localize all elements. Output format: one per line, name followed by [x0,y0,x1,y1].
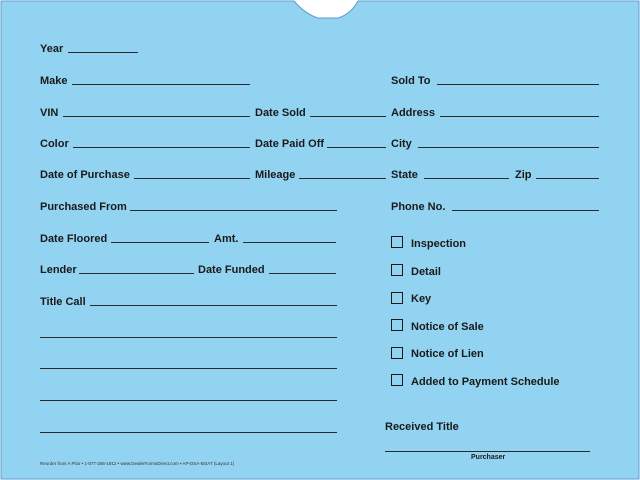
date-funded-field[interactable] [269,273,336,274]
date-of-purchase-label: Date of Purchase [40,169,130,181]
vin-field[interactable] [63,116,250,117]
date-sold-field[interactable] [310,116,386,117]
title-call-field[interactable] [90,305,337,306]
sold-to-field[interactable] [437,84,599,85]
received-title-label: Received Title [385,421,459,433]
purchased-from-field[interactable] [130,210,337,211]
purchaser-signature-line[interactable] [385,451,590,452]
state-field[interactable] [424,178,509,179]
notice-of-lien-checkbox[interactable] [391,347,403,359]
mileage-label: Mileage [255,169,296,181]
mileage-field[interactable] [299,178,386,179]
lender-label: Lender [40,264,77,276]
phone-label: Phone No. [391,201,446,213]
year-field[interactable] [68,52,138,53]
reorder-footer: Reorder from A Plus • 1-877-256-1912 • www.DealerFormsDirect.com • AP-DSA-BOAT (Layout 1) [40,461,235,466]
phone-field[interactable] [452,210,599,211]
notice-of-sale-label: Notice of Sale [411,321,484,333]
title-call-line-2[interactable] [40,337,337,338]
amt-field[interactable] [243,242,336,243]
purchaser-caption: Purchaser [471,454,506,461]
payment-schedule-label: Added to Payment Schedule [411,376,560,388]
vin-label: VIN [40,107,59,119]
city-field[interactable] [418,147,599,148]
lender-field[interactable] [79,273,194,274]
date-floored-label: Date Floored [40,233,108,245]
year-label: Year [40,43,64,55]
date-of-purchase-field[interactable] [134,178,250,179]
date-floored-field[interactable] [111,242,209,243]
city-label: City [391,138,412,150]
inspection-checkbox[interactable] [391,236,403,248]
notice-of-lien-label: Notice of Lien [411,348,484,360]
title-call-label: Title Call [40,296,86,308]
color-label: Color [40,138,69,150]
color-field[interactable] [73,147,250,148]
address-field[interactable] [440,116,599,117]
make-field[interactable] [72,84,250,85]
title-call-line-4[interactable] [40,400,337,401]
state-label: State [391,169,418,181]
notice-of-sale-checkbox[interactable] [391,319,403,331]
detail-checkbox[interactable] [391,264,403,276]
title-call-line-3[interactable] [40,368,337,369]
detail-label: Detail [411,266,441,278]
date-paid-off-field[interactable] [327,147,386,148]
amt-label: Amt. [214,233,239,245]
purchased-from-label: Purchased From [40,201,127,213]
make-label: Make [40,75,68,87]
zip-label: Zip [515,169,532,181]
date-paid-off-label: Date Paid Off [255,138,325,150]
title-call-line-5[interactable] [40,432,337,433]
key-checkbox[interactable] [391,292,403,304]
zip-field[interactable] [536,178,599,179]
date-sold-label: Date Sold [255,107,306,119]
date-funded-label: Date Funded [198,264,265,276]
key-label: Key [411,293,432,305]
sold-to-label: Sold To [391,75,431,87]
inspection-label: Inspection [411,238,467,250]
address-label: Address [391,107,436,119]
payment-schedule-checkbox[interactable] [391,374,403,386]
